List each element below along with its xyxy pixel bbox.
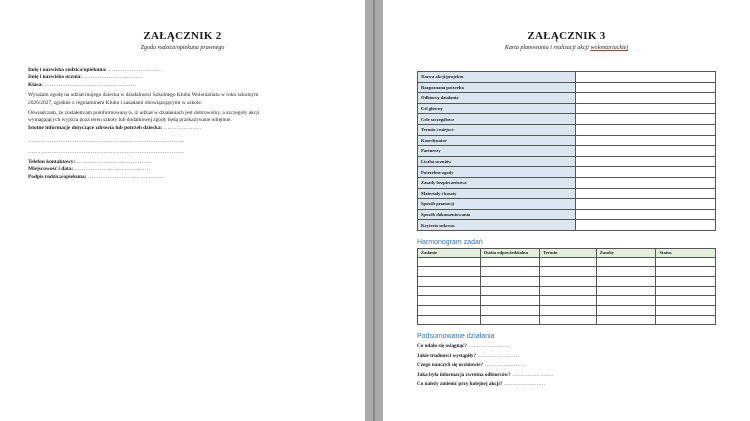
planning-row-value-cell[interactable]: [576, 103, 716, 114]
harmonogram-column-header: Osoba odpowiedzialna: [480, 248, 540, 257]
declaration-text-line-1: Oświadczam, że zostałem/am poinformowany/a, iż udział w działaniach jest dobrowolny, a szczegóły akcji: [28, 110, 260, 117]
planning-row-value-cell[interactable]: [576, 146, 716, 157]
planning-row-label: Liczba uczniów: [418, 156, 576, 167]
class-line: [28, 82, 337, 89]
class-dots: ……………………………………………: [42, 81, 136, 88]
summary-answer-dots-3: ……………………: [483, 362, 526, 369]
planning-row-value-cell[interactable]: [576, 220, 716, 231]
summary-section: [417, 342, 716, 389]
planning-row-value-cell[interactable]: [576, 188, 716, 199]
class-label: Klasa:: [28, 81, 43, 88]
health-dots-line-1: ……………………………………………………………………………: [28, 138, 185, 145]
planning-table-row: [418, 209, 716, 220]
harmonogram-row: [418, 257, 716, 267]
summary-question-1: Co udało się osiągnąć?: [417, 343, 468, 350]
phone-label: Telefon kontaktowy:: [28, 159, 76, 166]
summary-question: [417, 352, 716, 361]
document-page-left: [0, 0, 365, 421]
parent-name-dots: …………………………: [106, 67, 163, 73]
parent-name-label: Imię i nazwisko rodzica/opiekuna:: [28, 67, 107, 73]
signature-label: Podpis rodzica/opiekuna:: [28, 173, 87, 180]
planning-table-row: [418, 167, 716, 178]
harmonogram-table: [417, 248, 716, 325]
harmonogram-cell[interactable]: [480, 305, 540, 315]
harmonogram-cell[interactable]: [418, 286, 481, 296]
planning-table-row: [418, 177, 716, 188]
planning-table: [417, 71, 716, 231]
harmonogram-cell[interactable]: [656, 315, 716, 325]
harmonogram-cell[interactable]: [596, 276, 656, 286]
harmonogram-cell[interactable]: [418, 267, 481, 277]
planning-table-row: [418, 72, 716, 83]
harmonogram-cell[interactable]: [480, 267, 540, 277]
planning-row-label: Sposób promocji: [418, 199, 576, 210]
planning-table-row: [418, 188, 716, 199]
planning-row-value-cell[interactable]: [576, 82, 716, 93]
declaration-text-line-2: wymagających wyjścia poza teren szkoły lub dodatkowej zgody będą przekazywane odrębnie.: [28, 117, 232, 124]
planning-table-row: [418, 199, 716, 210]
harmonogram-column-header: Status: [656, 248, 716, 257]
consent-text-line-1: Wyrażam zgodę na udział mojego dziecka w działalności Szkolnego Klubu Wolontariatu w roku szkolnym: [28, 92, 259, 99]
summary-answer-dots-4: ……………………: [510, 371, 554, 378]
phone-line: [28, 159, 337, 166]
harmonogram-cell[interactable]: [540, 276, 597, 286]
summary-question-3: Czego nauczyli się uczniowie?: [417, 362, 484, 369]
signature-line: [28, 174, 337, 181]
attachment-3-subtitle-word: wolontariackiej: [590, 45, 629, 51]
consent-text-line-2: 2026/2027, zgodnie z regulaminem Klubu i zasadami obowiązującymi w szkole.: [28, 99, 203, 106]
summary-answer-dots-5: ……………………: [502, 380, 546, 387]
health-info-dots: …………………: [162, 124, 202, 131]
harmonogram-cell[interactable]: [418, 315, 481, 325]
planning-row-value-cell[interactable]: [576, 199, 716, 210]
document-page-right: [383, 0, 750, 421]
planning-row-label: Materiały i koszty: [418, 188, 576, 199]
harmonogram-cell[interactable]: [540, 296, 597, 306]
harmonogram-cell[interactable]: [540, 267, 597, 277]
harmonogram-row: [418, 267, 716, 277]
attachment-2-subtitle: Zgoda rodzica/opiekuna prawnego: [140, 45, 225, 51]
student-name-line: [28, 74, 337, 81]
signature-dots: ……………………………………: [86, 173, 164, 180]
phone-dots: ……………………………………: [75, 159, 153, 166]
harmonogram-cell[interactable]: [480, 257, 540, 267]
planning-row-value-cell[interactable]: [576, 177, 716, 188]
summary-question: [417, 361, 716, 370]
planning-table-row: [418, 103, 716, 114]
summary-question: [417, 380, 716, 389]
parent-name-line: [28, 67, 337, 74]
harmonogram-heading: Harmonogram zadań: [417, 238, 483, 246]
summary-question-5: Co należy zmienić przy kolejnej akcji?: [417, 380, 503, 387]
harmonogram-cell[interactable]: [540, 315, 597, 325]
planning-row-label: Rozpoznana potrzeba: [418, 82, 576, 93]
harmonogram-cell[interactable]: [596, 267, 656, 277]
harmonogram-cell[interactable]: [540, 305, 597, 315]
planning-row-label: Cele szczegółowe: [418, 114, 576, 125]
summary-question: [417, 371, 716, 380]
planning-row-value-cell[interactable]: [576, 167, 716, 178]
attachment-3-subtitle: [417, 45, 716, 51]
planning-row-label: Partnerzy: [418, 146, 576, 157]
harmonogram-cell[interactable]: [596, 315, 656, 325]
summary-heading: Podsumowanie działania: [417, 333, 495, 341]
harmonogram-cell[interactable]: [540, 257, 597, 267]
harmonogram-cell[interactable]: [656, 276, 716, 286]
attachment-2-title: ZAŁĄCZNIK 2: [143, 30, 222, 42]
attachment-3-title: ZAŁĄCZNIK 3: [527, 30, 606, 42]
harmonogram-cell[interactable]: [480, 276, 540, 286]
harmonogram-cell[interactable]: [596, 257, 656, 267]
planning-table-row: [418, 220, 716, 231]
harmonogram-row: [418, 286, 716, 296]
summary-question-4: Jaka była informacja zwrotna odbiorców?: [417, 371, 511, 378]
harmonogram-cell[interactable]: [656, 305, 716, 315]
summary-question: [417, 342, 716, 351]
harmonogram-row: [418, 315, 716, 325]
attachment-3-subtitle-prefix: Karta planowania i realizacji akcji: [504, 45, 591, 51]
harmonogram-cell[interactable]: [656, 267, 716, 277]
planning-row-label: Sposób dokumentowania: [418, 209, 576, 220]
planning-row-value-cell[interactable]: [576, 135, 716, 146]
health-info-line: [28, 125, 337, 132]
planning-table-row: [418, 135, 716, 146]
harmonogram-cell[interactable]: [418, 305, 481, 315]
harmonogram-row: [418, 276, 716, 286]
planning-row-label: Potrzebne zgody: [418, 167, 576, 178]
summary-question-2: Jakie trudności wystąpiły?: [417, 352, 477, 359]
harmonogram-cell[interactable]: [540, 286, 597, 296]
place-date-dots: ……………………………………: [73, 166, 151, 173]
planning-row-value-cell[interactable]: [576, 114, 716, 125]
place-date-label: Miejscowość i data:: [28, 166, 74, 173]
harmonogram-cell[interactable]: [656, 286, 716, 296]
summary-answer-dots-2: ……………………: [476, 352, 519, 359]
harmonogram-cell[interactable]: [596, 286, 656, 296]
student-name-dots: ……………………………: [82, 74, 143, 81]
planning-row-label: Koordynator: [418, 135, 576, 146]
place-date-line: [28, 166, 337, 173]
health-info-label: Istotne informacje dotyczące zdrowia lub potrzeb dziecka:: [28, 124, 163, 131]
student-name-label: Imię i nazwisko ucznia:: [28, 74, 83, 81]
planning-table-row: [418, 114, 716, 125]
page-gutter-divider: [373, 0, 375, 421]
planning-table-row: [418, 82, 716, 93]
planning-row-label: Nazwa akcji/projektu: [418, 72, 576, 83]
planning-row-value-cell[interactable]: [576, 93, 716, 104]
planning-row-label: Zasady bezpieczeństwa: [418, 177, 576, 188]
planning-row-label: Odbiorcy działania: [418, 93, 576, 104]
harmonogram-row: [418, 305, 716, 315]
planning-table-row: [418, 93, 716, 104]
summary-answer-dots-1: ……………………: [467, 343, 510, 350]
planning-row-value-cell[interactable]: [576, 209, 716, 220]
planning-table-row: [418, 156, 716, 167]
harmonogram-column-header: Termin: [540, 248, 597, 257]
planning-row-label: Kryteria sukcesu: [418, 220, 576, 231]
planning-table-row: [418, 146, 716, 157]
planning-row-value-cell[interactable]: [576, 72, 716, 83]
harmonogram-cell[interactable]: [656, 257, 716, 267]
planning-row-label: Cel główny: [418, 103, 576, 114]
harmonogram-cell[interactable]: [596, 305, 656, 315]
harmonogram-cell[interactable]: [596, 296, 656, 306]
harmonogram-cell[interactable]: [418, 276, 481, 286]
planning-row-label: Termin i miejsce: [418, 124, 576, 135]
harmonogram-cell[interactable]: [480, 315, 540, 325]
planning-row-value-cell[interactable]: [576, 156, 716, 167]
health-dots-line-2: ……………………………………………………………………………: [28, 148, 185, 155]
harmonogram-cell[interactable]: [480, 286, 540, 296]
harmonogram-cell[interactable]: [418, 296, 481, 306]
harmonogram-cell[interactable]: [656, 296, 716, 306]
planning-row-value-cell[interactable]: [576, 124, 716, 135]
harmonogram-column-header: Zasoby: [596, 248, 656, 257]
harmonogram-cell[interactable]: [480, 296, 540, 306]
harmonogram-row: [418, 296, 716, 306]
harmonogram-column-header: Zadanie: [418, 248, 481, 257]
planning-table-row: [418, 124, 716, 135]
harmonogram-cell[interactable]: [418, 257, 481, 267]
